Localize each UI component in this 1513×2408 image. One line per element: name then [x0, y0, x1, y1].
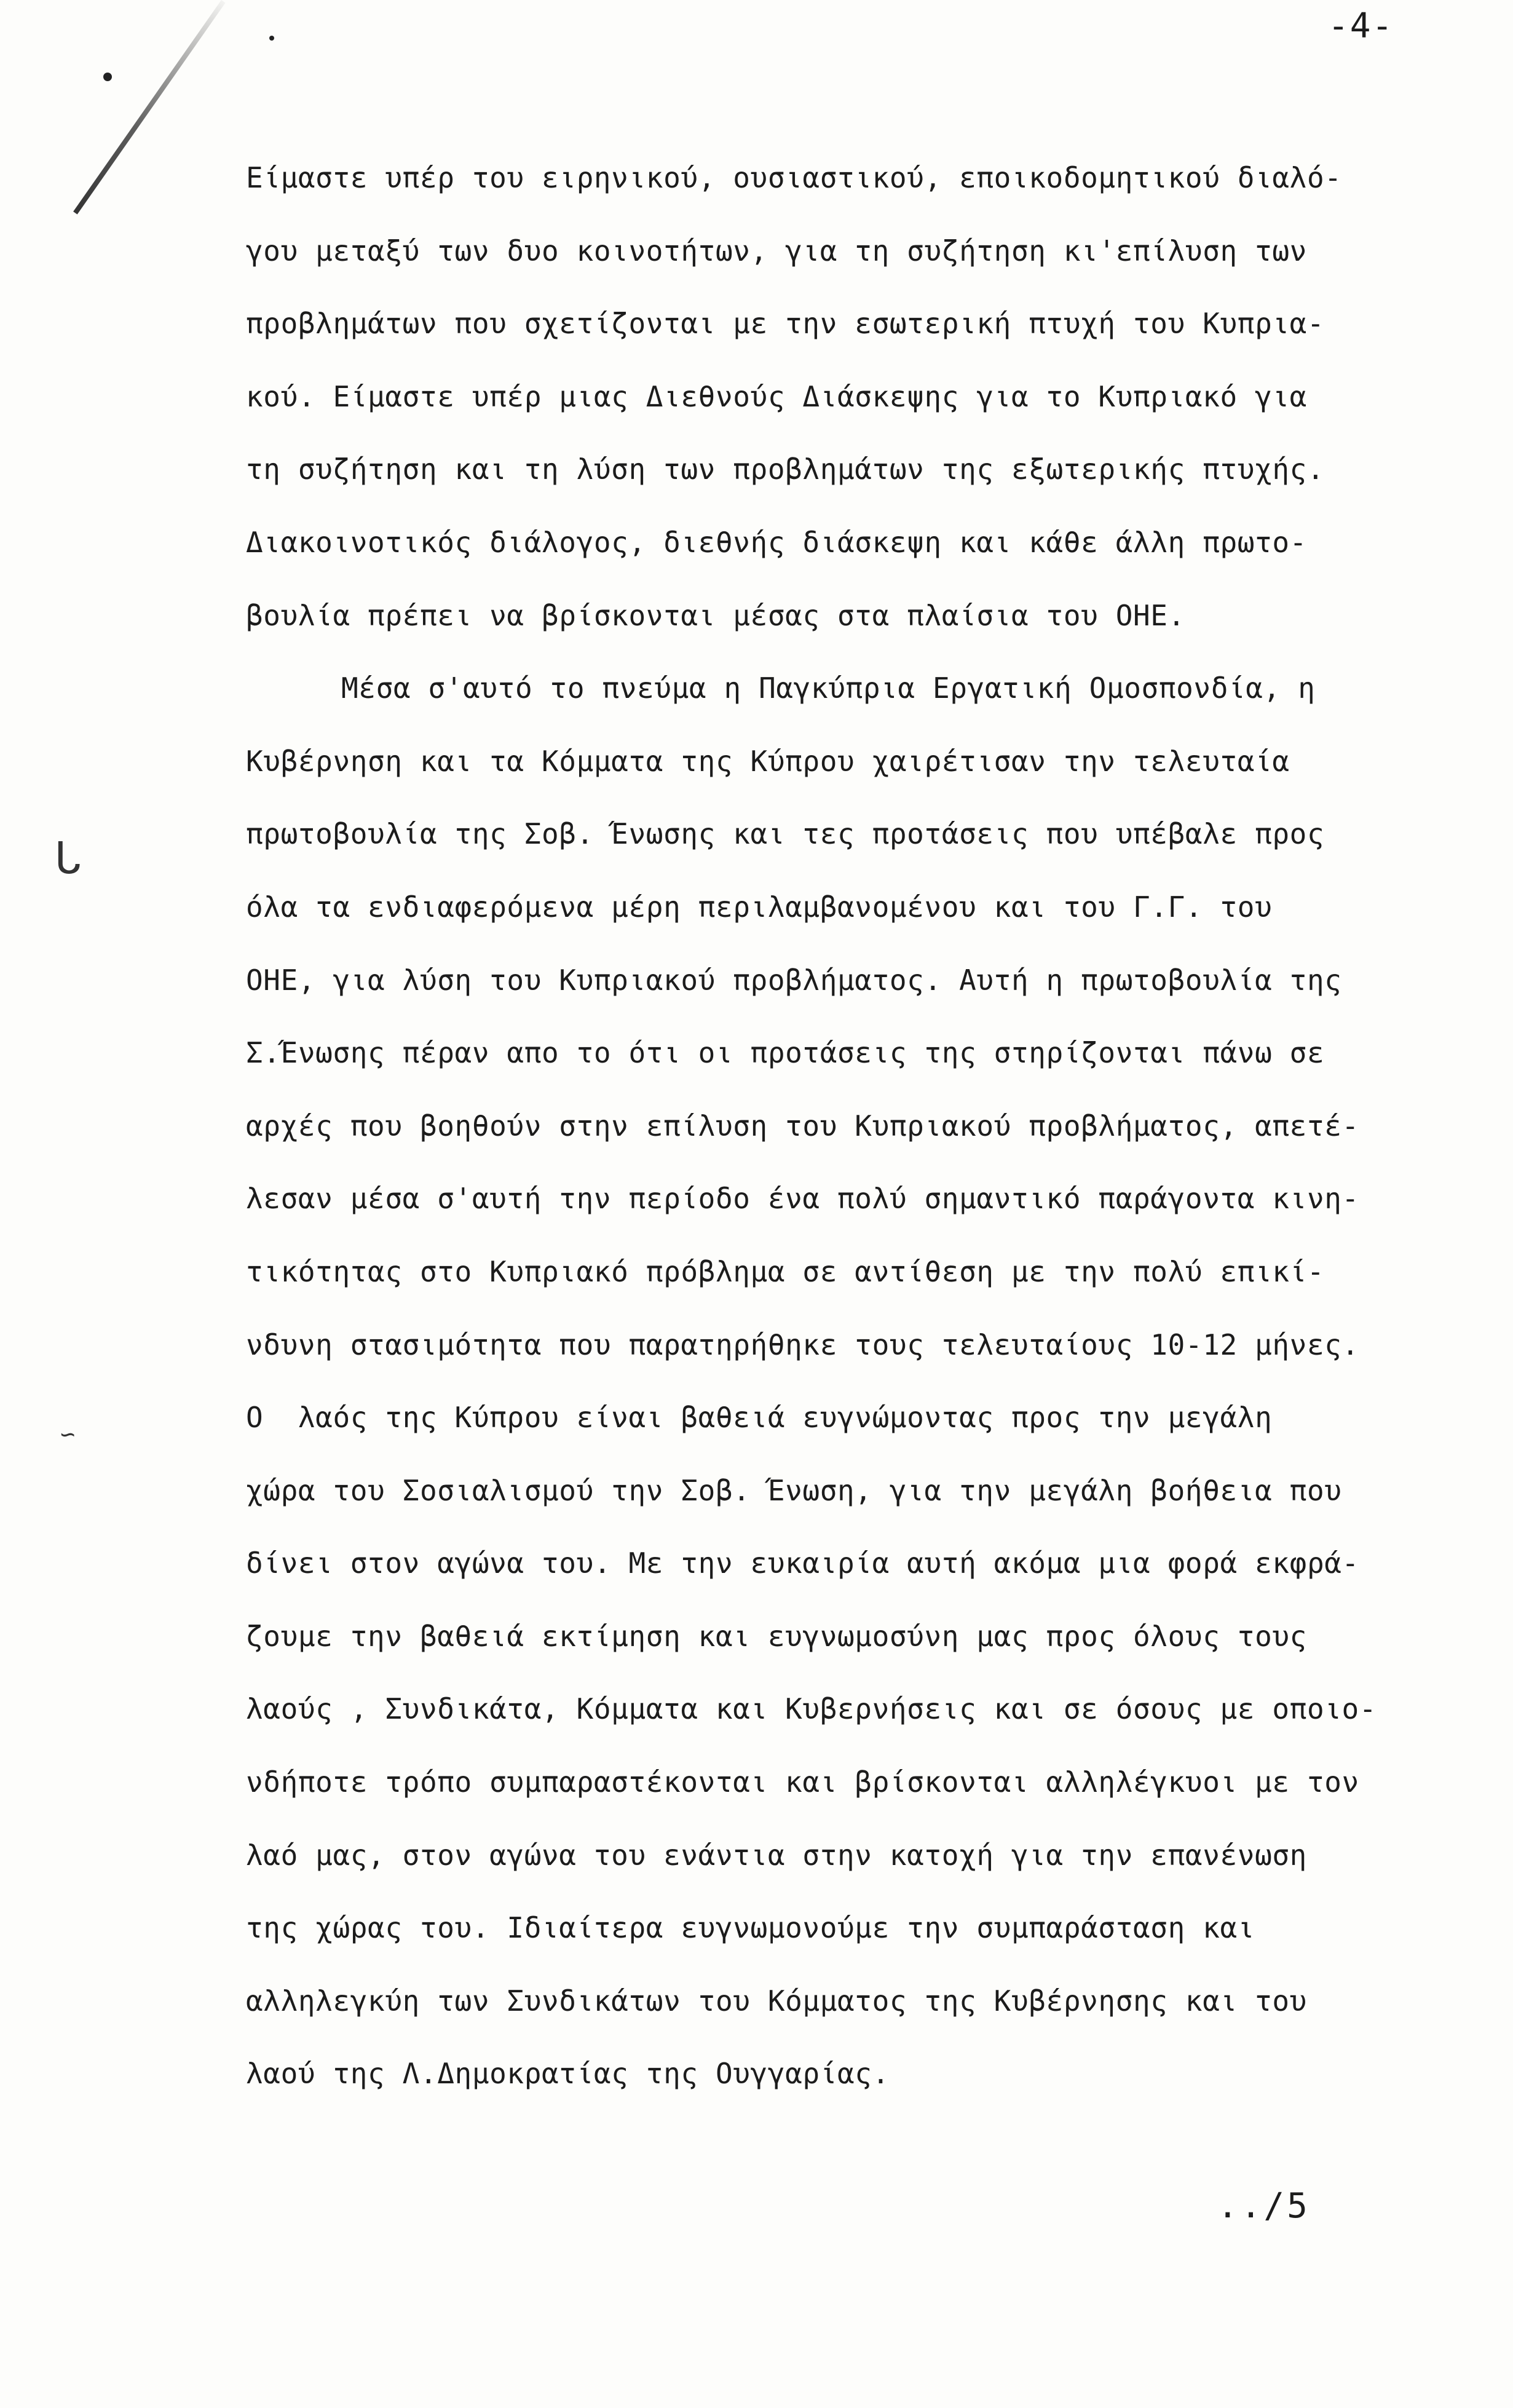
scan-dot-mark — [103, 73, 112, 81]
text-line: τικότητας στο Κυπριακό πρόβλημα σε αντίθεση με την πολύ επικί- — [246, 1254, 1325, 1288]
text-line: νδυνη στασιμότητα που παρατηρήθηκε τους τελευταίους 10-12 μήνες. — [246, 1328, 1359, 1361]
scan-dot-mark — [269, 36, 274, 41]
text-line: αλληλεγκύη των Συνδικάτων του Κόμματος της Κυβέρνησης και του — [246, 1984, 1307, 2018]
text-line: Ο λαός της Κύπρου είναι βαθειά ευγνώμοντας προς την μεγάλη — [246, 1401, 1273, 1435]
text-line: Είμαστε υπέρ του ειρηνικού, ουσιαστικού, εποικοδομητικού διαλό- — [246, 161, 1342, 194]
text-line: αρχές που βοηθούν στην επίλυση του Κυπριακού προβλήματος, απετέ- — [246, 1109, 1359, 1143]
text-line: Σ.Ένωσης πέραν απο το ότι οι προτάσεις της στηρίζονται πάνω σε — [246, 1036, 1325, 1070]
text-line: Κυβέρνηση και τα Κόμματα της Κύπρου χαιρέτισαν την τελευταία — [246, 744, 1290, 778]
text-line: προβλημάτων που σχετίζονται με την εσωτερική πτυχή του Κυπρια- — [246, 307, 1325, 341]
continuation-marker: ../5 — [1217, 2186, 1310, 2226]
text-line: λαούς , Συνδικάτα, Κόμματα και Κυβερνήσεις και σε όσους με οποιο- — [246, 1692, 1377, 1726]
paragraph — [246, 652, 1451, 2110]
text-line: πρωτοβουλία της Σοβ. Ένωσης και τες προτάσεις που υπέβαλε προς — [246, 817, 1325, 851]
text-line: τη συζήτηση και τη λύση των προβλημάτων της εξωτερικής πτυχής. — [246, 453, 1325, 486]
text-line: κού. Είμαστε υπέρ μιας Διεθνούς Διάσκεψης για το Κυπριακό για — [246, 379, 1307, 413]
text-line: βουλία πρέπει να βρίσκονται μέσας στα πλαίσια του ΟΗΕ. — [246, 598, 1185, 632]
text-line: ζουμε την βαθειά εκτίμηση και ευγνωμοσύνη μας προς όλους τους — [246, 1619, 1307, 1653]
text-line: νδήποτε τρόπο συμπαραστέκονται και βρίσκονται αλληλέγκυοι με τον — [246, 1765, 1359, 1799]
body-text — [246, 141, 1451, 2110]
text-line: λαό μας, στον αγώνα του ενάντια στην κατοχή για την επανένωση — [246, 1838, 1307, 1872]
scan-hook-mark: ∽ — [60, 1420, 76, 1449]
text-line: ΟΗΕ, για λύση του Κυπριακού προβλήματος. Αυτή η πρωτοβουλία της — [246, 963, 1342, 997]
scan-hook-mark: ᒐ — [54, 833, 81, 884]
text-line: χώρα του Σοσιαλισμού την Σοβ. Ένωση, για την μεγάλη βοήθεια που — [246, 1473, 1342, 1507]
text-line: λαού της Λ.Δημοκρατίας της Ουγγαρίας. — [246, 2057, 890, 2091]
text-line: Διακοινοτικός διάλογος, διεθνής διάσκεψη και κάθε άλλη πρωτο- — [246, 525, 1307, 559]
scan-streak-mark — [73, 0, 225, 215]
text-line: της χώρας του. Ιδιαίτερα ευγνωμονούμε την συμπαράσταση και — [246, 1911, 1255, 1945]
text-line: δίνει στον αγώνα του. Με την ευκαιρία αυτή ακόμα μια φορά εκφρά- — [246, 1547, 1359, 1580]
text-line: γου μεταξύ των δυο κοινοτήτων, για τη συζήτηση κι'επίλυση των — [246, 234, 1307, 267]
page-number: -4- — [1328, 6, 1394, 46]
text-line: Μέσα σ'αυτό το πνεύμα η Παγκύπρια Εργατική Ομοσπονδία, η — [341, 671, 1316, 705]
paragraph — [246, 141, 1451, 652]
text-line: λεσαν μέσα σ'αυτή την περίοδο ένα πολύ σημαντικό παράγοντα κινη- — [246, 1182, 1359, 1216]
text-line: όλα τα ενδιαφερόμενα μέρη περιλαμβανομένου και του Γ.Γ. του — [246, 890, 1273, 924]
